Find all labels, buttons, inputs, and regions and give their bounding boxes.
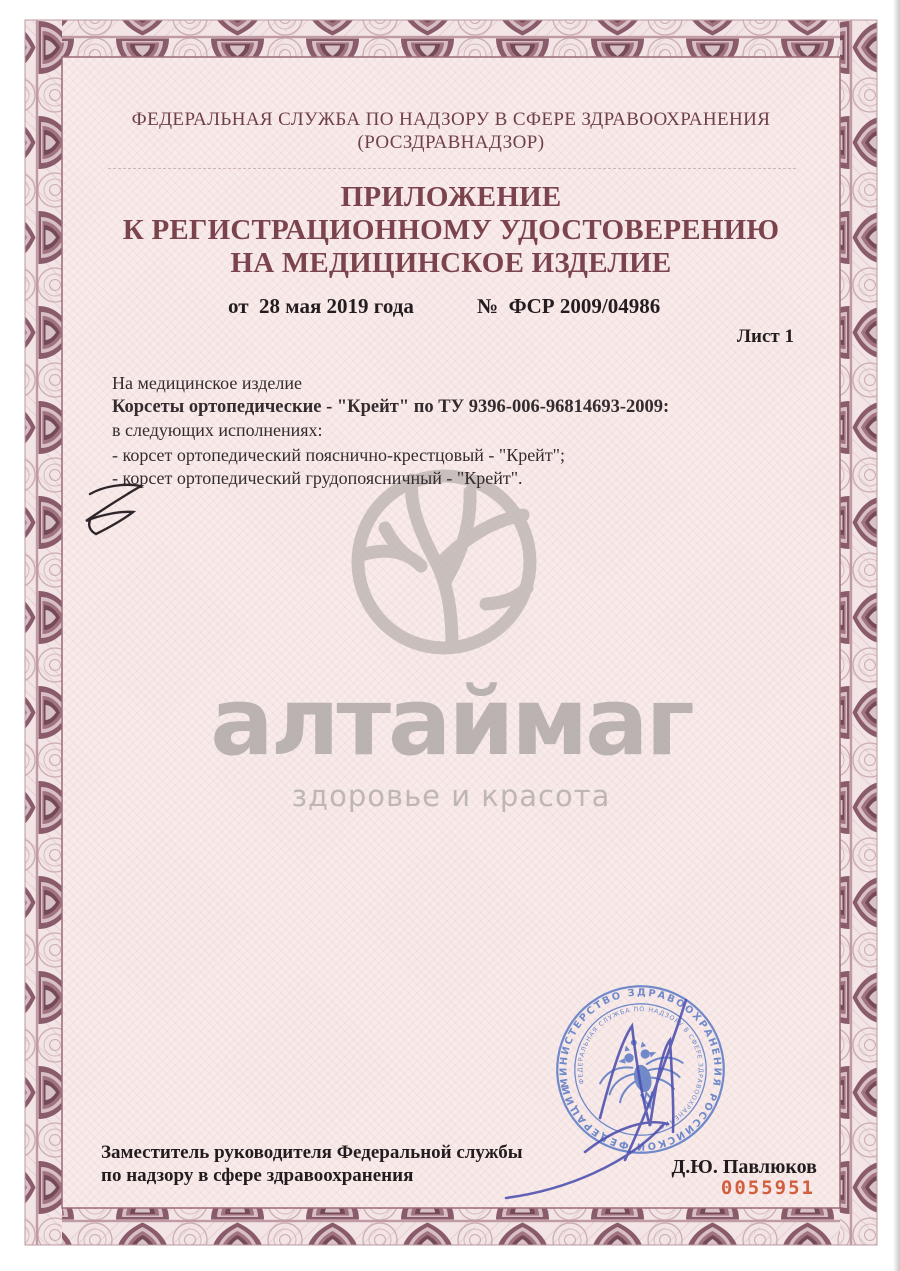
variant-2: - корсет ортопедический грудопоясничный - "Крейт". bbox=[112, 468, 523, 488]
scan-edge-shadow bbox=[893, 0, 900, 1271]
sheet-number: Лист 1 bbox=[736, 326, 794, 347]
issuer-line-1: ФЕДЕРАЛЬНАЯ СЛУЖБА ПО НАДЗОРУ В СФЕРЕ ЗДРАВООХРАНЕНИЯ bbox=[131, 109, 771, 130]
device-name: Корсеты ортопедические - "Крейт" по ТУ 9396-006-96814693-2009: bbox=[112, 396, 670, 417]
watermark-tagline: здоровье и красота bbox=[291, 779, 611, 813]
issuer-name bbox=[63, 108, 839, 154]
registration-number: № ФСР 2009/04986 bbox=[477, 294, 661, 318]
title-line-2: К РЕГИСТРАЦИОННОМУ УДОСТОВЕРЕНИЮ bbox=[122, 214, 780, 246]
issuer-line-2: (РОСЗДРАВНАДЗОР) bbox=[357, 132, 545, 153]
issue-date: от 28 мая 2019 года bbox=[228, 294, 414, 318]
signer-position bbox=[101, 1141, 621, 1187]
signer-position-line-1: Заместитель руководителя Федеральной службы bbox=[101, 1142, 523, 1163]
variants-intro: в следующих исполнениях: bbox=[112, 420, 323, 440]
variant-1: - корсет ортопедический пояснично-крестцовый - "Крейт"; bbox=[112, 444, 566, 465]
stamp-inner-text: ФЕДЕРАЛЬНАЯ СЛУЖБА ПО НАДЗОРУ В СФЕРЕ ЗДРАВООХРАНЕНИЯ bbox=[577, 1006, 704, 1130]
title-line-1: ПРИЛОЖЕНИЕ bbox=[340, 181, 562, 213]
title-line-3: НА МЕДИЦИНСКОЕ ИЗДЕЛИЕ bbox=[230, 247, 672, 279]
dashed-separator bbox=[108, 168, 796, 169]
signer-position-line-2: по надзору в сфере здравоохранения bbox=[101, 1165, 414, 1186]
serial-number: 0055951 bbox=[720, 1177, 815, 1199]
device-description bbox=[112, 373, 752, 490]
document-title bbox=[63, 181, 839, 280]
stamp-outer-text: МИНИСТЕРСТВО ЗДРАВООХРАНЕНИЯ РОССИЙСКОЙ ФЕДЕРАЦИИ bbox=[558, 987, 723, 1152]
watermark-brand: алтаймаг bbox=[210, 668, 692, 777]
body-intro: На медицинское изделие bbox=[112, 373, 303, 393]
signer-name: Д.Ю. Павлюков bbox=[671, 1156, 817, 1178]
